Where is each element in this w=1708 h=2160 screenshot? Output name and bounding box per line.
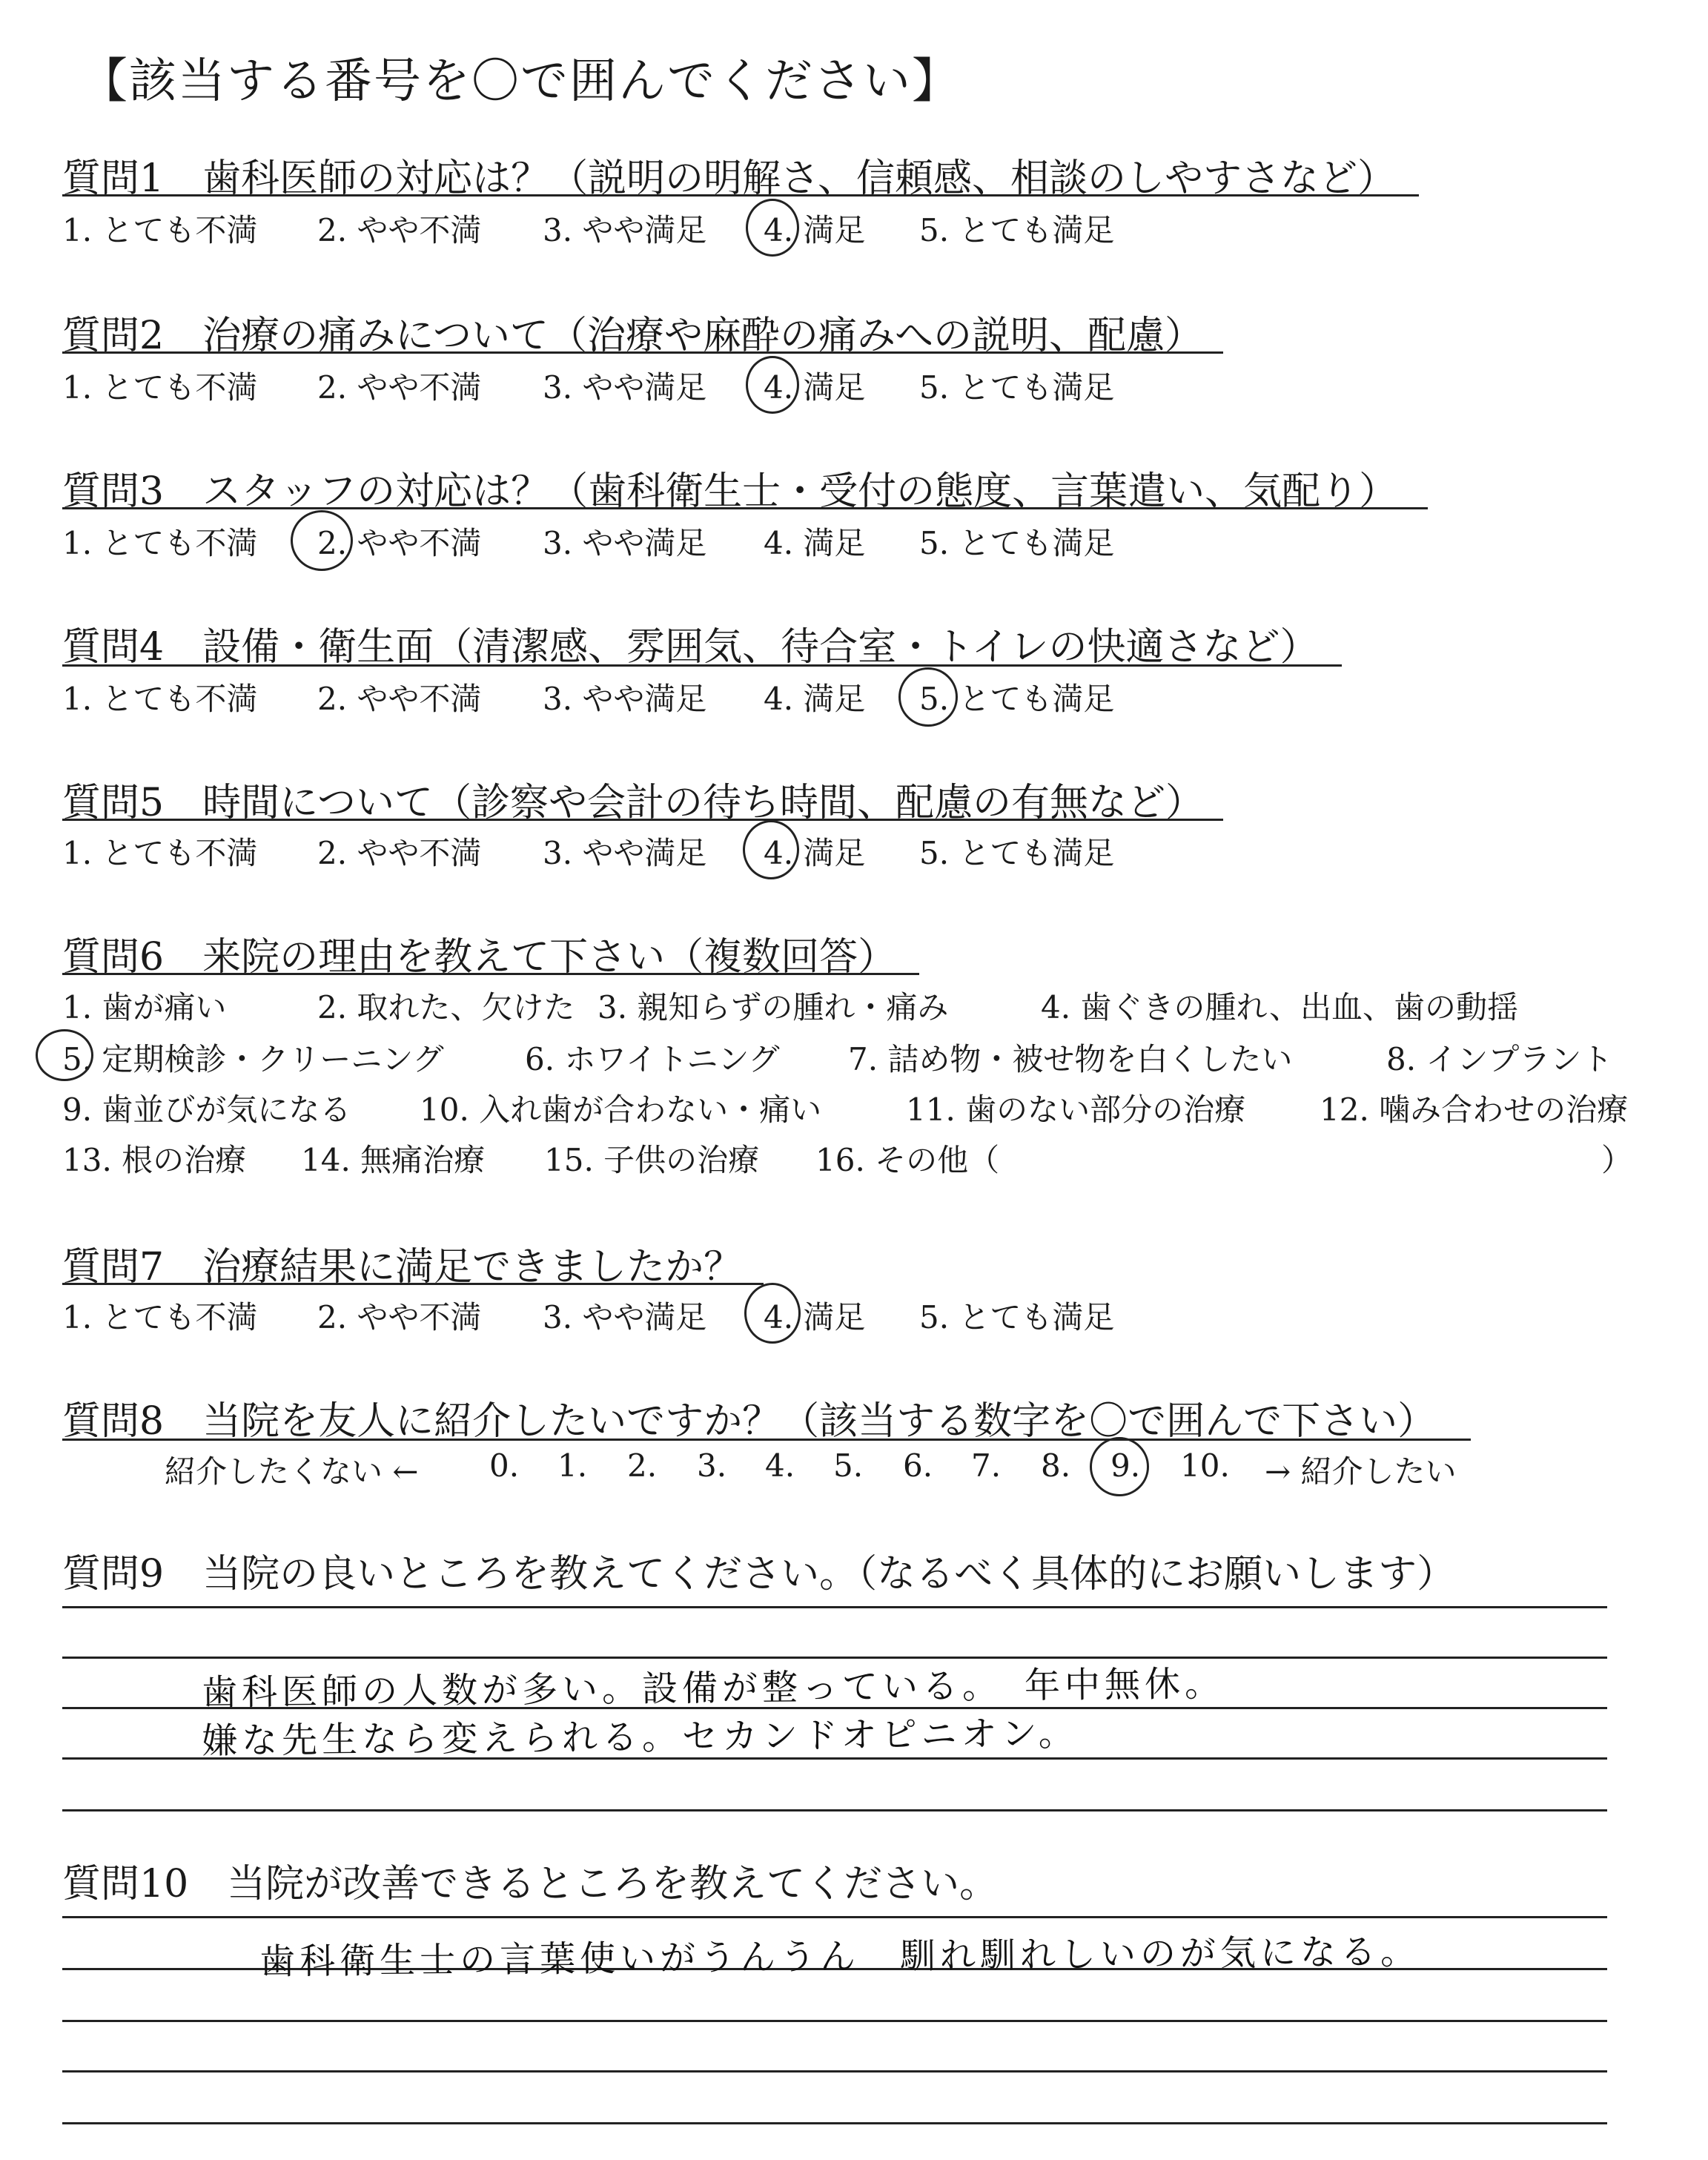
question-8-title: 質問8 当院を友人に紹介したいですか？（該当する数字を〇で囲んで下さい） <box>62 1399 1437 1444</box>
q1-option-1[interactable]: 1. とても不満 <box>62 212 258 248</box>
q6-option-7[interactable]: 7. 詰め物・被せ物を白くしたい <box>848 1041 1293 1077</box>
q5-option-3[interactable]: 3. やや満足 <box>543 835 707 871</box>
q2-option-5[interactable]: 5. とても満足 <box>919 369 1115 406</box>
question-1-title: 質問1 歯科医師の対応は？（説明の明解さ、信頼感、相談のしやすさなど） <box>62 156 1397 201</box>
q6-option-5[interactable]: 5. 定期検診・クリーニング <box>62 1041 444 1077</box>
question-6-title: 質問6 来院の理由を教えて下さい（複数回答） <box>62 935 897 980</box>
q5-option-1[interactable]: 1. とても不満 <box>62 835 258 871</box>
q7-option-5[interactable]: 5. とても満足 <box>919 1299 1115 1335</box>
q9-answer-line-1 <box>62 1606 1607 1608</box>
q1-selection-circle <box>746 199 799 257</box>
q6-option-4[interactable]: 4. 歯ぐきの腫れ、出血、歯の動揺 <box>1041 989 1518 1025</box>
q6-option-2[interactable]: 2. 取れた、欠けた <box>317 989 575 1025</box>
q8-option-9[interactable]: 9. <box>1110 1447 1141 1484</box>
question-3-title: 質問3 スタッフの対応は？（歯科衛生士・受付の態度、言葉遣い、気配り） <box>62 469 1398 514</box>
q8-option-7[interactable]: 7. <box>971 1447 1002 1484</box>
q9-handwritten-answer-2: 嫌な先生なら変えられる。セカンドオピニオン。 <box>201 1712 1079 1763</box>
q8-option-5[interactable]: 5. <box>833 1447 864 1484</box>
q5-option-5[interactable]: 5. とても満足 <box>919 835 1115 871</box>
q6-option-13[interactable]: 13. 根の治療 <box>62 1142 247 1178</box>
question-4-title: 質問4 設備・衛生面（清潔感、雰囲気、待合室・トイレの快適さなど） <box>62 625 1319 670</box>
q6-option-9[interactable]: 9. 歯並びが気になる <box>62 1091 351 1128</box>
q5-selection-circle <box>743 820 799 879</box>
q8-left-label: 紹介したくない ← <box>165 1453 419 1490</box>
question-1-underline <box>62 194 1419 196</box>
question-8-underline <box>62 1439 1471 1441</box>
q6-option-8[interactable]: 8. インプラント <box>1386 1041 1613 1077</box>
question-2-title: 質問2 治療の痛みについて（治療や麻酔の痛みへの説明、配慮） <box>62 314 1204 358</box>
q6-option-16[interactable]: 16. その他（ <box>815 1142 1000 1178</box>
q9-handwritten-answer-1: 歯科医師の人数が多い。設備が整っている。 年中無休。 <box>201 1662 1225 1714</box>
q7-option-1[interactable]: 1. とても不満 <box>62 1299 258 1335</box>
question-7-underline <box>62 1283 764 1285</box>
q3-selection-circle <box>291 510 353 571</box>
q8-option-0[interactable]: 0. <box>489 1447 520 1484</box>
q6-option-6[interactable]: 6. ホワイトニング <box>525 1041 780 1077</box>
q2-selection-circle <box>746 356 799 414</box>
q3-option-3[interactable]: 3. やや満足 <box>543 525 707 561</box>
q7-option-4[interactable]: 4. 満足 <box>764 1299 866 1335</box>
form-title: 【該当する番号を〇で囲んでください】 <box>80 54 961 109</box>
q2-option-4[interactable]: 4. 満足 <box>764 369 866 406</box>
q2-option-3[interactable]: 3. やや満足 <box>543 369 707 406</box>
q6-other-close-paren: ） <box>1601 1142 1633 1178</box>
q4-option-5[interactable]: 5. とても満足 <box>919 681 1115 717</box>
q1-option-2[interactable]: 2. やや不満 <box>317 212 482 248</box>
q3-option-2[interactable]: 2. やや不満 <box>317 525 482 561</box>
question-6-underline <box>62 973 919 975</box>
q7-option-2[interactable]: 2. やや不満 <box>317 1299 482 1335</box>
question-7-title: 質問7 治療結果に満足できましたか？ <box>62 1245 743 1289</box>
q3-option-4[interactable]: 4. 満足 <box>764 525 866 561</box>
q1-option-4[interactable]: 4. 満足 <box>764 212 866 248</box>
q2-option-2[interactable]: 2. やや不満 <box>317 369 482 406</box>
q8-option-8[interactable]: 8. <box>1041 1447 1071 1484</box>
q6-option-11[interactable]: 11. 歯のない部分の治療 <box>906 1091 1246 1128</box>
q4-option-1[interactable]: 1. とても不満 <box>62 681 258 717</box>
q1-option-3[interactable]: 3. やや満足 <box>543 212 707 248</box>
q10-answer-line-5 <box>62 2122 1607 2124</box>
q9-answer-line-5 <box>62 1809 1607 1811</box>
q8-option-1[interactable]: 1. <box>557 1447 588 1484</box>
question-10-title: 質問10 当院が改善できるところを教えてください。 <box>62 1862 999 1906</box>
q4-selection-circle <box>898 667 958 727</box>
q4-option-3[interactable]: 3. やや満足 <box>543 681 707 717</box>
q6-option-14[interactable]: 14. 無痛治療 <box>301 1142 486 1178</box>
q8-right-label: → 紹介したい <box>1265 1453 1457 1490</box>
question-5-underline <box>62 819 1223 821</box>
q6-selection-circle <box>36 1029 93 1081</box>
question-4-underline <box>62 664 1342 667</box>
q4-option-2[interactable]: 2. やや不満 <box>317 681 482 717</box>
q6-option-1[interactable]: 1. 歯が痛い <box>62 989 227 1025</box>
q7-selection-circle <box>744 1283 801 1344</box>
question-3-underline <box>62 507 1428 509</box>
q8-option-3[interactable]: 3. <box>697 1447 727 1484</box>
q8-option-4[interactable]: 4. <box>765 1447 795 1484</box>
q10-answer-line-4 <box>62 2070 1607 2073</box>
q5-option-4[interactable]: 4. 満足 <box>764 835 866 871</box>
q6-option-15[interactable]: 15. 子供の治療 <box>544 1142 760 1178</box>
q2-option-1[interactable]: 1. とても不満 <box>62 369 258 406</box>
q6-option-12[interactable]: 12. 噛み合わせの治療 <box>1320 1091 1629 1128</box>
q8-selection-circle <box>1090 1437 1149 1496</box>
question-5-title: 質問5 時間について（診察や会計の待ち時間、配慮の有無など） <box>62 781 1205 825</box>
q8-option-10[interactable]: 10. <box>1180 1447 1230 1484</box>
q7-option-3[interactable]: 3. やや満足 <box>543 1299 707 1335</box>
q10-answer-line-3 <box>62 2020 1607 2022</box>
question-9-title: 質問9 当院の良いところを教えてください。（なるべく具体的にお願いします） <box>62 1552 1456 1596</box>
q4-option-4[interactable]: 4. 満足 <box>764 681 866 717</box>
q6-option-3[interactable]: 3. 親知らずの腫れ・痛み <box>598 989 949 1025</box>
q8-option-2[interactable]: 2. <box>627 1447 658 1484</box>
q3-option-5[interactable]: 5. とても満足 <box>919 525 1115 561</box>
q10-handwritten-answer-1: 歯科衛生士の言葉使いがうんうん 馴れ馴れしいのが気になる。 <box>259 1931 1421 1983</box>
q8-option-6[interactable]: 6. <box>903 1447 933 1484</box>
q5-option-2[interactable]: 2. やや不満 <box>317 835 482 871</box>
question-2-underline <box>62 351 1223 354</box>
q6-option-10[interactable]: 10. 入れ歯が合わない・痛い <box>420 1091 822 1128</box>
q3-option-1[interactable]: 1. とても不満 <box>62 525 258 561</box>
q10-answer-line-1 <box>62 1916 1607 1918</box>
q1-option-5[interactable]: 5. とても満足 <box>919 212 1115 248</box>
